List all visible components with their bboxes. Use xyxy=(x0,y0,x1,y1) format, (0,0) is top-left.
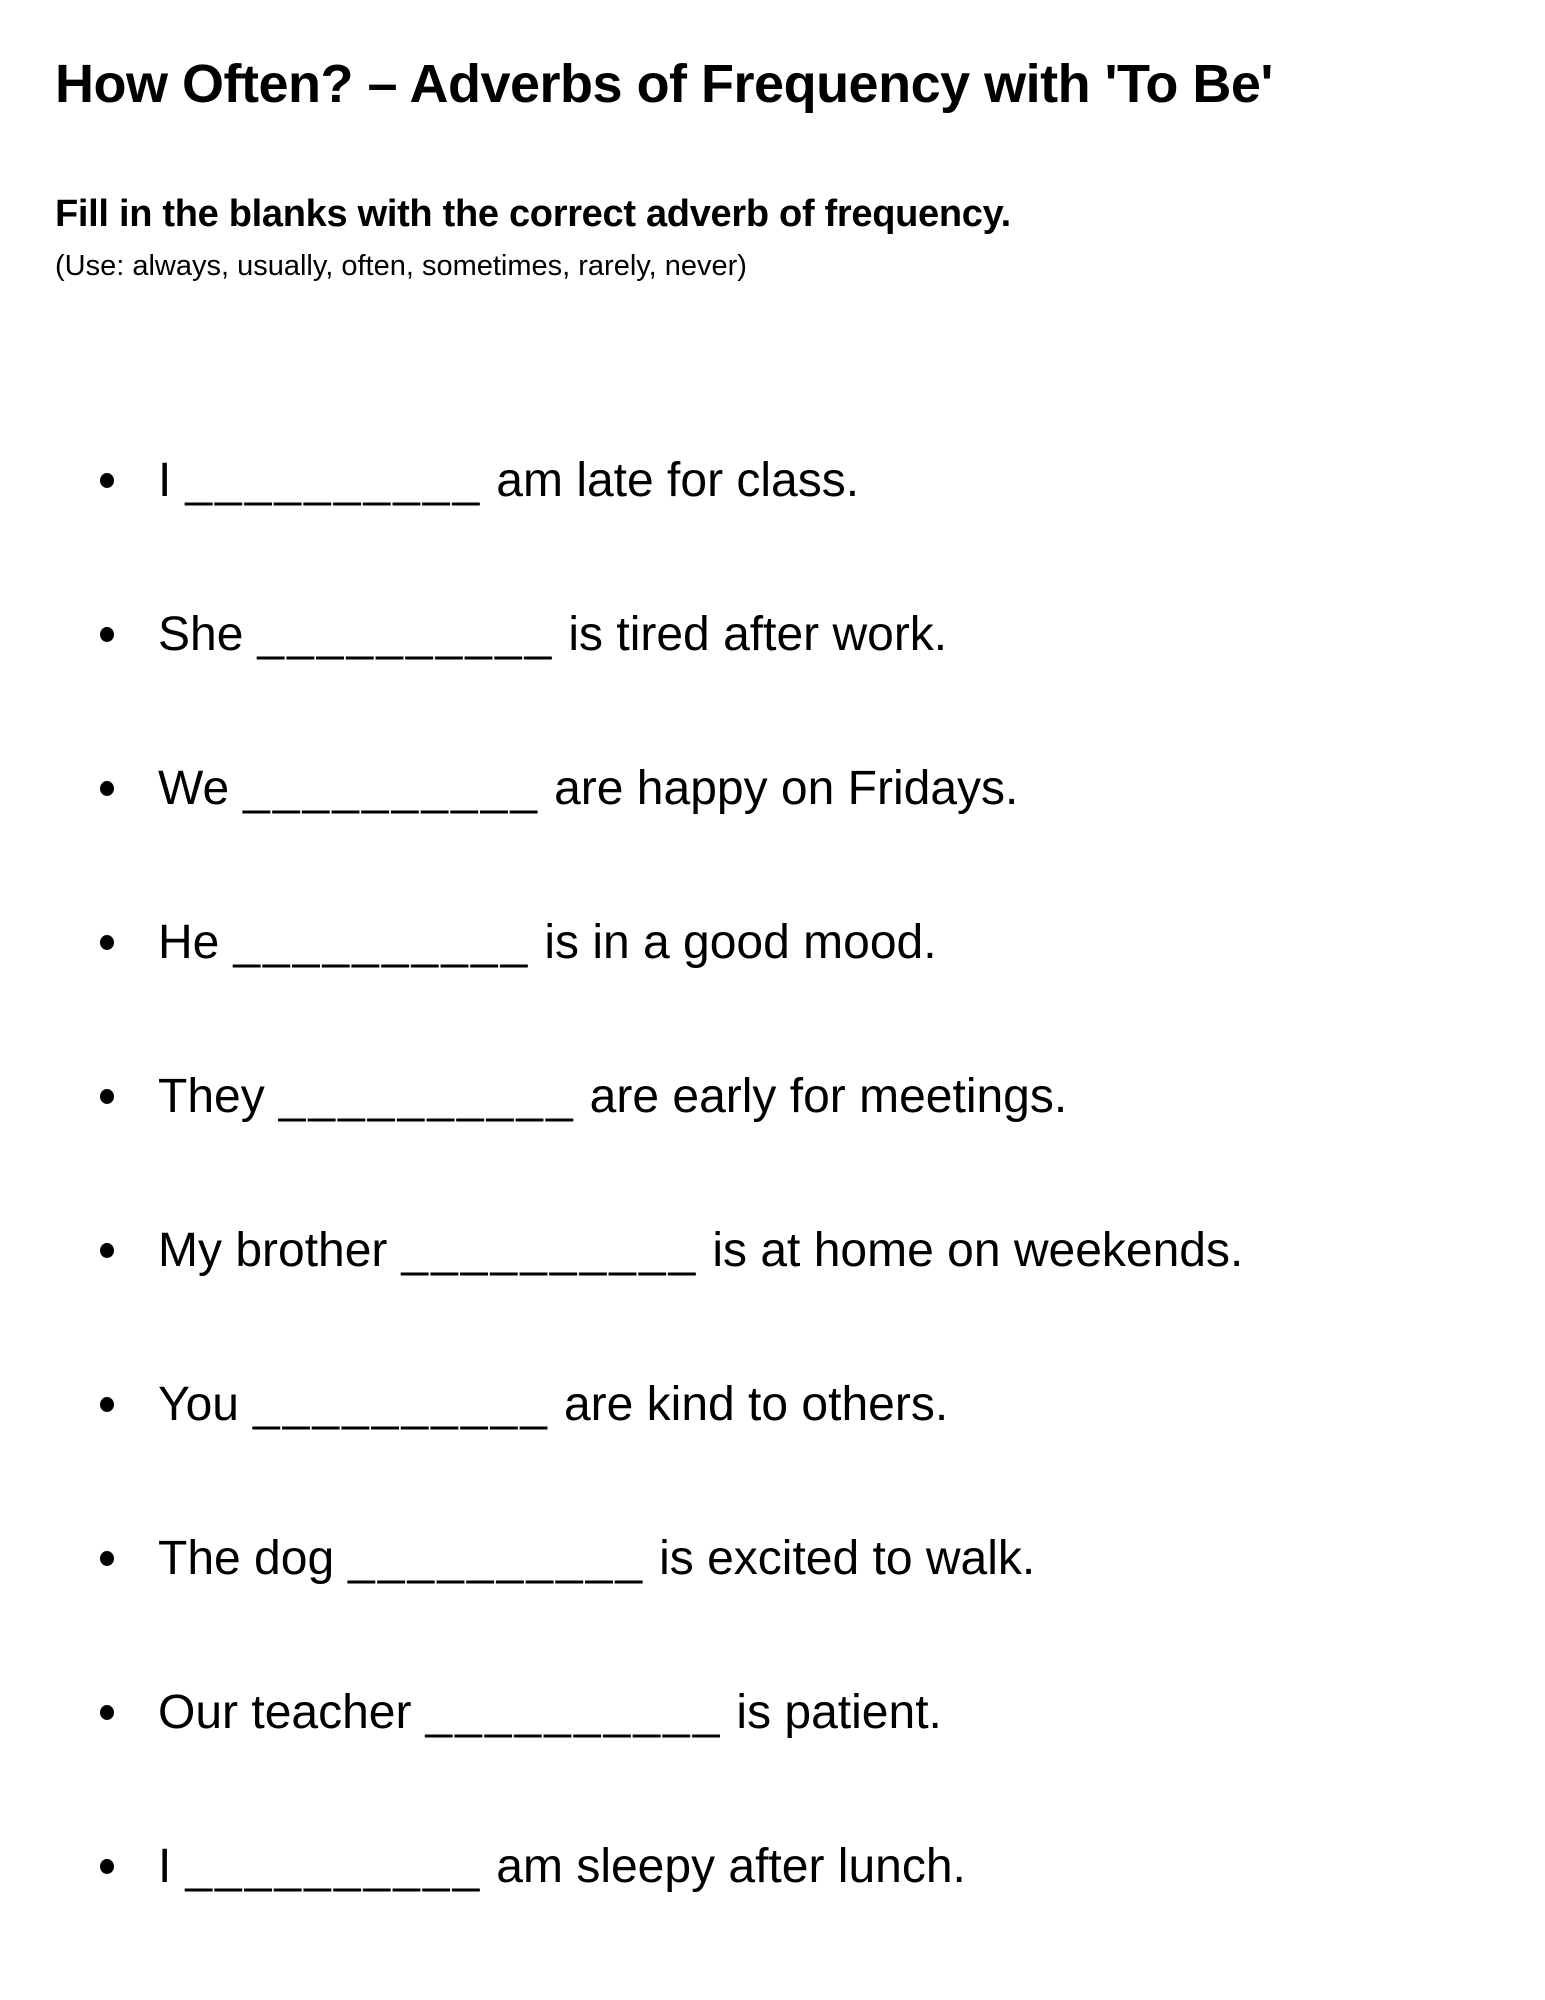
sentence-after: am late for class. xyxy=(496,453,860,507)
sentence xyxy=(158,451,859,511)
fill-blank: __________ xyxy=(233,915,531,969)
sentence xyxy=(158,1375,948,1435)
bullet-icon xyxy=(100,1243,114,1258)
sentence-after: is at home on weekends. xyxy=(712,1223,1244,1277)
fill-blank: __________ xyxy=(348,1531,646,1585)
worksheet-item xyxy=(100,1837,1505,1897)
sentence xyxy=(158,1837,966,1897)
sentence-after: am sleepy after lunch. xyxy=(496,1839,966,1893)
worksheet-list xyxy=(55,451,1505,1897)
bullet-icon xyxy=(100,473,114,488)
sentence-before: We xyxy=(158,761,230,815)
worksheet-item xyxy=(100,605,1505,665)
sentence-before: Our teacher xyxy=(158,1685,412,1739)
bullet-icon xyxy=(100,1551,114,1566)
fill-blank: __________ xyxy=(253,1377,550,1431)
sentence xyxy=(158,1221,1243,1281)
sentence-before: They xyxy=(158,1069,265,1123)
fill-blank: __________ xyxy=(185,453,483,507)
fill-blank: __________ xyxy=(401,1223,699,1277)
bullet-icon xyxy=(100,1089,114,1104)
bullet-icon xyxy=(100,627,114,642)
page-title: How Often? – Adverbs of Frequency with 'To Be' xyxy=(55,54,1273,114)
worksheet-item xyxy=(100,759,1505,819)
bullet-icon xyxy=(100,1705,114,1720)
sentence-before: My brother xyxy=(158,1223,388,1277)
sentence-after: is patient. xyxy=(736,1685,942,1739)
sentence xyxy=(158,759,1018,819)
sentence xyxy=(158,913,937,973)
worksheet-item xyxy=(100,1221,1505,1281)
fill-blank: __________ xyxy=(185,1839,483,1893)
sentence-before: The dog xyxy=(158,1531,335,1585)
sentence-before: He xyxy=(158,915,220,969)
sentence-before: You xyxy=(158,1377,239,1431)
word-bank-hint: (Use: always, usually, often, sometimes, rarely, never) xyxy=(55,249,747,282)
fill-blank: __________ xyxy=(425,1685,723,1739)
bullet-icon xyxy=(100,1397,114,1412)
sentence xyxy=(158,1529,1035,1589)
fill-blank: __________ xyxy=(243,761,541,815)
worksheet-item xyxy=(100,1683,1505,1743)
sentence xyxy=(158,1067,1067,1127)
sentence-before: I xyxy=(158,1839,172,1893)
worksheet-item xyxy=(100,1529,1505,1589)
fill-blank: __________ xyxy=(278,1069,576,1123)
worksheet-item xyxy=(100,1067,1505,1127)
worksheet-item xyxy=(100,451,1505,511)
sentence-after: is excited to walk. xyxy=(659,1531,1036,1585)
sentence-after: are early for meetings. xyxy=(589,1069,1068,1123)
sentence xyxy=(158,1683,942,1743)
sentence xyxy=(158,605,947,665)
sentence-after: is in a good mood. xyxy=(544,915,937,969)
worksheet-item xyxy=(100,1375,1505,1435)
sentence-after: is tired after work. xyxy=(568,607,948,661)
bullet-icon xyxy=(100,1859,114,1874)
instructions-text: Fill in the blanks with the correct adverb of frequency. xyxy=(55,192,1011,235)
sentence-after: are happy on Fridays. xyxy=(554,761,1019,815)
sentence-before: I xyxy=(158,453,172,507)
sentence-after: are kind to others. xyxy=(563,1377,949,1431)
bullet-icon xyxy=(100,781,114,796)
bullet-icon xyxy=(100,935,114,950)
worksheet-item xyxy=(100,913,1505,973)
fill-blank: __________ xyxy=(257,607,555,661)
sentence-before: She xyxy=(158,607,244,661)
